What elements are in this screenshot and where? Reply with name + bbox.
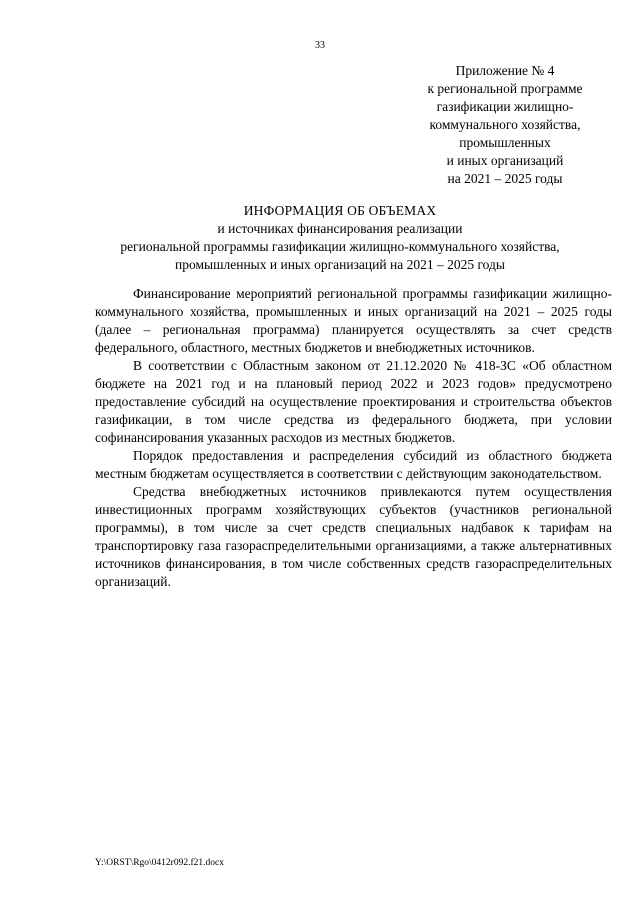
appendix-line: Приложение № 4 (455, 63, 555, 78)
body-paragraph: Порядок предоставления и распределения субсидий из областного бюджета местным бюджетам осуществляется в соответствии с действующим законодательством. (95, 448, 612, 481)
title-heading: ИНФОРМАЦИЯ ОБ ОБЪЕМАХ (243, 203, 437, 218)
appendix-header (400, 62, 610, 188)
appendix-line: промышленных (459, 135, 551, 150)
appendix-line: и иных организаций (446, 153, 564, 168)
document-body (95, 285, 612, 591)
appendix-line: к региональной программе (427, 81, 583, 96)
appendix-line: на 2021 – 2025 годы (447, 171, 563, 186)
title-line: и источниках финансирования реализации (217, 221, 463, 236)
body-paragraph: Средства внебюджетных источников привлекаются путем осуществления инвестиционных программ хозяйствующих субъектов (участников региональной программы), в том числе за счет средств специальных надбавок к тарифам на транспортировку газа газораспределительными организациями, а также альтернативных источников финансирования, в том числе собственных средств газораспределительных организаций. (95, 484, 612, 589)
body-paragraph: В соответствии с Областным законом от 21.12.2020 № 418-ЗС «Об областном бюджете на 2021 год и на плановый период 2022 и 2023 годов» предусмотрено предоставление субсидий на осуществление проектирования и строительства объектов газификации, в том числе средства из федерального бюджета, при условии софинансирования указанных расходов из местных бюджетов. (95, 358, 612, 445)
footer-file-path: Y:\ORST\Rgo\0412r092.f21.docx (95, 858, 224, 868)
page-number: 33 (315, 40, 325, 51)
title-line: промышленных и иных организаций на 2021 – 2025 годы (175, 257, 505, 272)
body-paragraph: Финансирование мероприятий региональной программы газификации жилищно-коммунального хозяйства, промышленных и иных организаций на 2021 – 2025 годы (далее – региональная программа) планируется осуществлять за счет средств федерального, областного, местных бюджетов и внебюджетных источников. (95, 286, 612, 355)
document-title (80, 202, 600, 274)
appendix-line: газификации жилищно- (436, 99, 574, 114)
title-line: региональной программы газификации жилищно-коммунального хозяйства, (120, 239, 560, 254)
appendix-line: коммунального хозяйства, (429, 117, 581, 132)
